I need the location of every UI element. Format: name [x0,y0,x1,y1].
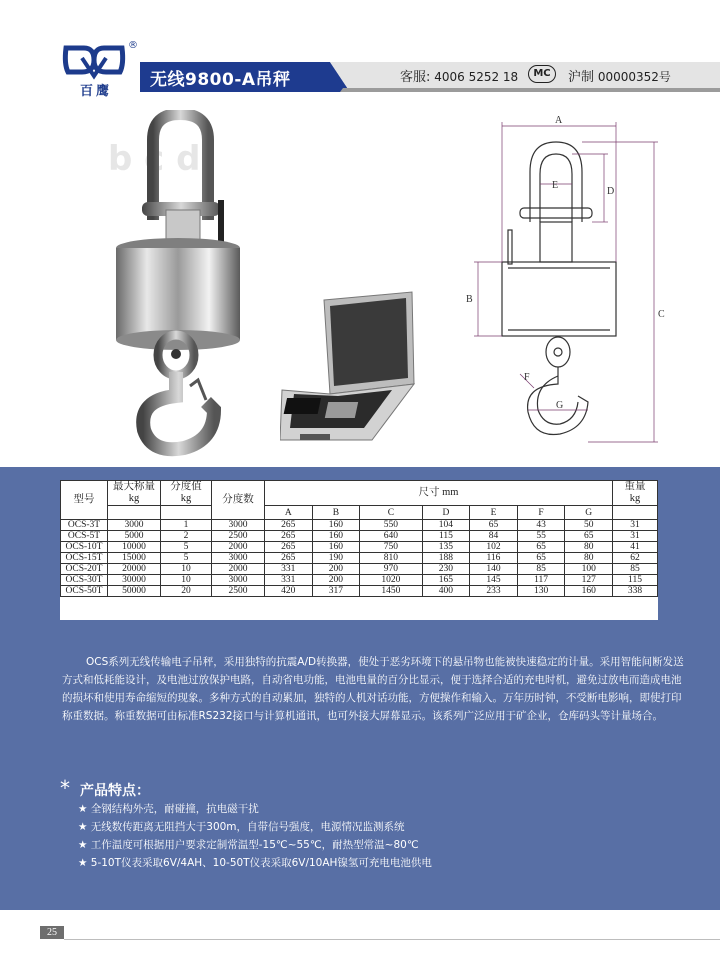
spec-table-body [61,520,658,597]
table-cell: 15000 [108,553,161,564]
spec-table [60,480,658,597]
dim-label-e: E [552,180,559,191]
features-title: 产品特点： [80,783,150,799]
license-number: 00000352号 [597,70,671,84]
product-title: 无线9800-A吊秤 [150,70,291,90]
table-cell: 1020 [360,575,422,586]
table-cell: 265 [265,520,313,531]
product-description: OCS系列无线传输电子吊秤，采用独特的抗震A/D转换器，使处于恶劣环境下的悬吊物也能被快速稳定的计量。采用智能间断发送方式和低耗能设计，及电池过放保护电路，自动省电功能，电池电量的百分比显示，便于选择合适的充电时机，避免过放电而造成电池的损坏和使用寿命缩短的现象。多种方式的自动累加，独特的人机对话功能，方便操作和输入。万年历时钟，不受断电影响，即使打印称重数据。称重数据可由标准RS232接口与计算机通讯，也可外接大屏幕显示。该系列广泛应用于矿企业，仓库码头等计量场合。 [62,656,684,722]
table-cell: 420 [265,586,313,597]
th-dim-a: A [265,506,313,520]
table-cell: 30000 [108,575,161,586]
license [568,66,671,85]
th-weight-label: 重量 [624,481,646,492]
table-cell: 5 [161,553,212,564]
dim-label-d: D [607,186,615,197]
table-cell: 160 [312,531,360,542]
dim-label-a: A [555,115,563,126]
table-row [61,520,658,531]
table-cell: 31 [613,520,658,531]
table-cell: 140 [470,564,518,575]
table-cell: OCS-15T [61,553,108,564]
table-cell: 20000 [108,564,161,575]
cmc-cert-mark: MC [528,65,556,83]
page-number: 25 [40,926,64,939]
table-cell: 5000 [108,531,161,542]
th-max-cap-label: 最大称量 [113,481,155,492]
table-cell: 80 [565,553,613,564]
table-cell: 50000 [108,586,161,597]
th-model: 型号 [61,481,108,520]
table-cell: 10 [161,575,212,586]
table-cell: OCS-30T [61,575,108,586]
table-cell: 145 [470,575,518,586]
table-cell: 331 [265,575,313,586]
th-dim-f: F [517,506,565,520]
table-cell: 41 [613,542,658,553]
table-cell: 2500 [212,586,265,597]
table-cell: 1450 [360,586,422,597]
table-cell: OCS-10T [61,542,108,553]
th-dim-b: B [312,506,360,520]
th-size: 尺寸 mm [265,481,613,506]
table-cell: 127 [565,575,613,586]
table-cell: 317 [312,586,360,597]
table-cell: 20 [161,586,212,597]
table-cell: 265 [265,553,313,564]
table-cell: OCS-5T [61,531,108,542]
brand-logo-text: 百鹰 [79,84,112,99]
table-cell: 165 [422,575,470,586]
table-cell: 200 [312,564,360,575]
feature-item: ★ 5-10T仪表采取6V/4AH、10-50T仪表采取6V/10AH镍氢可充电电池供电 [78,854,432,872]
table-cell: 265 [265,542,313,553]
th-empty [161,506,212,520]
table-row [61,564,658,575]
service-label: 客服: [400,70,431,85]
table-cell: 115 [422,531,470,542]
feature-item: ★ 工作温度可根据用户要求定制常温型-15℃~55℃，耐热型常温~80℃ [78,836,432,854]
footer-rule [64,939,720,940]
service-number: 4006 5252 18 [434,70,519,84]
table-cell: 230 [422,564,470,575]
table-cell: 10000 [108,542,161,553]
table-cell: 810 [360,553,422,564]
table-cell: 2 [161,531,212,542]
table-cell: 100 [565,564,613,575]
table-cell: 750 [360,542,422,553]
th-empty [108,506,161,520]
table-cell: 3000 [212,553,265,564]
th-dim-c: C [360,506,422,520]
table-cell: 62 [613,553,658,564]
table-cell: 3000 [108,520,161,531]
feature-item: ★ 无线数传距离无阻挡大于300m，自带信号强度，电源情况监测系统 [78,818,432,836]
table-cell: OCS-50T [61,586,108,597]
registered-mark: ® [128,40,138,51]
table-cell: 104 [422,520,470,531]
table-cell: 43 [517,520,565,531]
dim-label-g: G [556,400,564,411]
table-row [61,553,658,564]
table-cell: 10 [161,564,212,575]
table-row [61,542,658,553]
table-cell: 84 [470,531,518,542]
table-cell: 1 [161,520,212,531]
table-cell: 160 [312,520,360,531]
table-cell: 2500 [212,531,265,542]
table-cell: 2000 [212,542,265,553]
table-cell: 160 [312,542,360,553]
th-weight [613,481,658,506]
th-max-cap [108,481,161,506]
table-cell: 50 [565,520,613,531]
table-cell: 115 [613,575,658,586]
table-cell: 65 [517,553,565,564]
th-weight-unit: kg [629,493,641,504]
table-cell: 65 [517,542,565,553]
feature-item: ★ 全钢结构外壳，耐碰撞，抗电磁干扰 [78,800,432,818]
table-cell: 550 [360,520,422,531]
table-cell: 117 [517,575,565,586]
table-cell: 233 [470,586,518,597]
table-row [61,531,658,542]
table-row [61,586,658,597]
th-max-cap-unit: kg [128,493,140,504]
table-cell: 135 [422,542,470,553]
features-star: * [60,776,70,800]
table-cell: 65 [565,531,613,542]
th-empty [613,506,658,520]
dimension-drawing [458,112,678,462]
dim-label-c: C [658,309,665,320]
table-cell: 5 [161,542,212,553]
table-cell: 331 [265,564,313,575]
table-cell: 102 [470,542,518,553]
table-cell: 970 [360,564,422,575]
table-cell: 116 [470,553,518,564]
table-cell: 265 [265,531,313,542]
svg-text:b c d: b c d [108,139,201,179]
th-division-unit: kg [180,493,192,504]
table-cell: 200 [312,575,360,586]
th-dim-g: G [565,506,613,520]
table-cell: 640 [360,531,422,542]
table-cell: 55 [517,531,565,542]
service-hotline [400,66,518,85]
th-dim-d: D [422,506,470,520]
th-division-label: 分度值 [170,481,202,492]
table-cell: OCS-3T [61,520,108,531]
table-cell: 160 [565,586,613,597]
table-cell: 3000 [212,520,265,531]
table-cell: 130 [517,586,565,597]
table-cell: 338 [613,586,658,597]
table-cell: 31 [613,531,658,542]
table-cell: 85 [613,564,658,575]
dim-label-f: F [524,372,530,383]
spec-table-wrap [60,480,658,620]
table-cell: 65 [470,520,518,531]
indicator-case-photo [280,290,420,450]
th-division [161,481,212,506]
th-div-count: 分度数 [212,481,265,520]
table-cell: OCS-20T [61,564,108,575]
table-cell: 85 [517,564,565,575]
features-list [78,800,432,872]
th-dim-e: E [470,506,518,520]
crane-scale-photo [58,110,258,460]
table-cell: 188 [422,553,470,564]
license-label: 沪制 [568,70,595,85]
table-cell: 3000 [212,575,265,586]
table-cell: 80 [565,542,613,553]
table-cell: 2000 [212,564,265,575]
dim-label-b: B [466,294,473,305]
table-cell: 400 [422,586,470,597]
table-row [61,575,658,586]
table-cell: 190 [312,553,360,564]
